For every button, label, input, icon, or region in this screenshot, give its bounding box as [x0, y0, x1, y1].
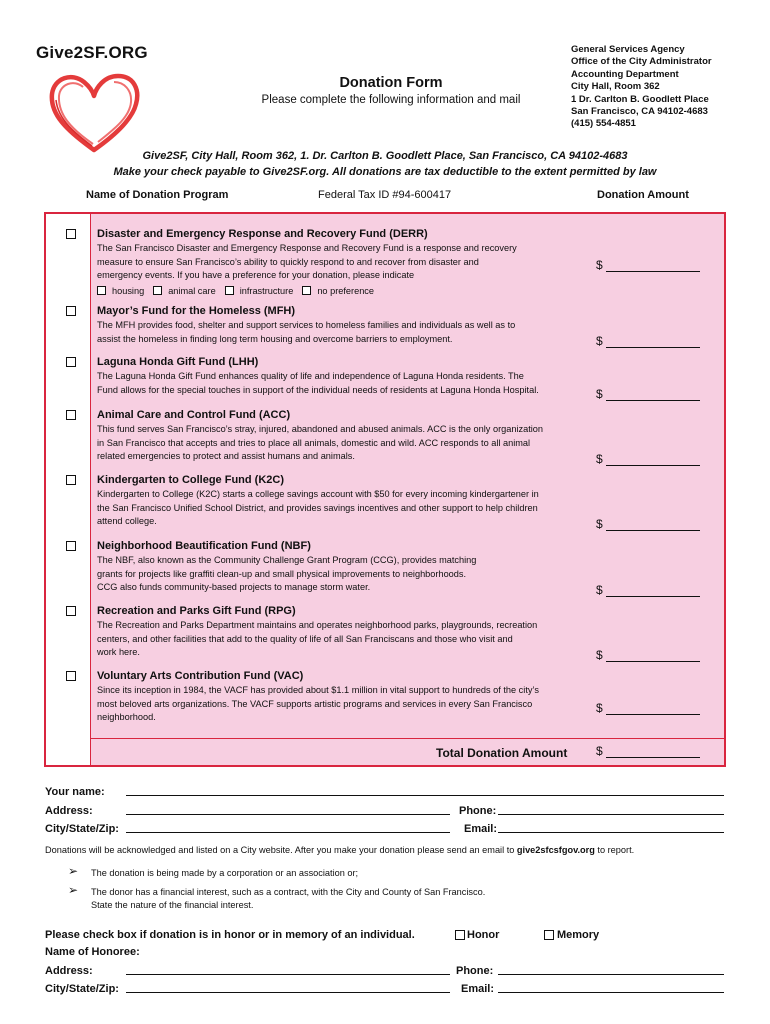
preference-option-label: housing	[112, 286, 145, 296]
fund-description-line: centers, and other facilities that add to the quality of life of all San Franciscans and those who visit and	[97, 633, 513, 644]
memory-checkbox[interactable]	[544, 930, 554, 940]
dollar-sign: $	[596, 648, 603, 662]
fund-description-line: The NBF, also known as the Community Challenge Grant Program (CCG), provides matching	[97, 555, 477, 565]
fund-title: Laguna Honda Gift Fund (LHH)	[97, 356, 259, 368]
honor-checkbox[interactable]	[455, 930, 465, 940]
fund-description-line: CCG also funds community-based projects to manage storm water.	[97, 582, 371, 592]
fund-description-line: related emergencies to protect and assist humans and animals.	[97, 451, 355, 461]
fund-description-line: the San Francisco Unified School District, and provides savings incentives and other support to help children	[97, 502, 538, 513]
fund-description-line: neighborhood.	[97, 712, 156, 722]
acknowledgement-text: Donations will be acknowledged and listed on a City website. After you make your donation please send an email to	[45, 845, 517, 855]
total-label: Total Donation Amount	[436, 746, 568, 760]
fund-checkbox[interactable]	[66, 306, 76, 316]
fund-amount-field[interactable]	[606, 271, 700, 272]
fund-checkbox[interactable]	[66, 475, 76, 485]
address-field[interactable]	[126, 814, 450, 815]
name-label: Your name:	[45, 786, 105, 798]
form-title: Donation Form	[339, 75, 443, 91]
acknowledgement-suffix: to report.	[594, 845, 635, 855]
phone-field[interactable]	[498, 814, 724, 815]
report-email-link[interactable]: give2sfcsfgov.org	[516, 845, 595, 855]
fund-title: Recreation and Parks Gift Fund (RPG)	[97, 605, 296, 617]
honor-label: Honor	[467, 929, 500, 941]
preference-options	[97, 286, 383, 296]
preference-option-label: no preference	[317, 286, 375, 296]
memory-label: Memory	[557, 929, 600, 941]
column-amount-header: Donation Amount	[597, 189, 689, 201]
fund-description-line: This fund serves San Francisco’s stray, injured, abandoned and abused animals. ACC is the only organization	[97, 424, 544, 434]
agency-address-block: General Services Agency Office of the City Administrator Accounting Department City Hall, Room 362 1 Dr. Carlton B. Goodlett Place San Francisco, CA 94102-4683 (415) 554-4851	[571, 44, 712, 130]
honoree-city-state-zip-field[interactable]	[126, 992, 450, 993]
dollar-sign: $	[596, 334, 603, 348]
fund-description-line: Since its inception in 1984, the VACF has provided about $1.1 million in vital support to hundreds of the city’s	[97, 685, 539, 695]
email-label: Email:	[464, 823, 498, 835]
form-subtitle: Please complete the following information and mail	[261, 94, 521, 106]
honoree-name-label: Name of Honoree:	[45, 946, 140, 958]
fund-amount-field[interactable]	[606, 596, 700, 597]
fund-description-line: The Recreation and Parks Department maintains and operates neighborhood parks, playgrounds, recreation	[97, 620, 538, 630]
heart-logo-icon	[46, 70, 142, 154]
preference-option-label: animal care	[168, 286, 216, 296]
preference-checkbox[interactable]	[153, 286, 162, 295]
preference-checkbox[interactable]	[97, 286, 106, 295]
fund-checkbox[interactable]	[66, 541, 76, 551]
fund-description-line: The San Francisco Disaster and Emergency Response and Recovery Fund is a response and recovery	[97, 243, 517, 253]
fund-description-line: in San Francisco that accepts and tries to place all animals, domestic and wild. ACC responds to all animal	[97, 437, 531, 448]
column-program-header: Name of Donation Program	[86, 189, 229, 201]
honoree-address-label: Address:	[45, 965, 93, 977]
fund-title: Voluntary Arts Contribution Fund (VAC)	[97, 670, 304, 682]
fund-description-line: The MFH provides food, shelter and support services to homeless families and individuals as well as to	[97, 320, 516, 330]
honoree-phone-field[interactable]	[498, 974, 724, 975]
fund-checkbox[interactable]	[66, 671, 76, 681]
bullet-corporation: The donation is being made by a corporation or an association or;	[91, 868, 359, 878]
arrow-bullet-icon: ➢	[68, 864, 79, 878]
honoree-email-field[interactable]	[498, 992, 724, 993]
email-field[interactable]	[498, 832, 724, 833]
dollar-sign: $	[596, 387, 603, 401]
dollar-sign: $	[596, 452, 603, 466]
fund-description-line: measure to ensure San Francisco’s ability to quickly respond to and recover from disaster and	[97, 256, 479, 267]
fund-amount-field[interactable]	[606, 714, 700, 715]
city-state-zip-field[interactable]	[126, 832, 450, 833]
preference-checkbox[interactable]	[302, 286, 311, 295]
address-label: Address:	[45, 805, 93, 817]
tax-id: Federal Tax ID #94-600417	[318, 189, 452, 201]
fund-description-line: The Laguna Honda Gift Fund enhances quality of life and independence of Laguna Honda residents. The	[97, 371, 524, 381]
fund-description-line: Kindergarten to College (K2C) starts a college savings account with $50 for every incoming kindergartener in	[97, 489, 539, 499]
fund-checkbox[interactable]	[66, 606, 76, 616]
fund-description-line: most beloved arts organizations. The VACF supports artistic programs and services in every San Francisco	[97, 698, 533, 709]
name-field[interactable]	[126, 795, 724, 796]
honoree-city-state-zip-label: City/State/Zip:	[45, 983, 119, 995]
total-dollar-sign: $	[596, 744, 603, 758]
fund-amount-field[interactable]	[606, 465, 700, 466]
fund-description-line: assist the homeless in finding long term housing and overcome barriers to employment.	[97, 333, 453, 344]
bullet-financial-interest-detail: State the nature of the financial interest.	[91, 900, 254, 910]
logo-text: Give2SF.ORG	[36, 43, 148, 62]
fund-description-line: grants for projects like graffiti clean-up and small physical improvements to neighborhoods.	[97, 568, 467, 579]
payable-note: Make your check payable to Give2SF.org. All donations are tax deductible to the extent permitted by law	[113, 166, 657, 178]
fund-checkbox[interactable]	[66, 229, 76, 239]
bullet-financial-interest: The donor has a financial interest, such as a contract, with the City and County of San Francisco.	[91, 887, 486, 897]
checkbox-column	[44, 212, 91, 767]
dollar-sign: $	[596, 583, 603, 597]
fund-title: Neighborhood Beautification Fund (NBF)	[97, 540, 311, 552]
fund-amount-field[interactable]	[606, 400, 700, 401]
honoree-phone-label: Phone:	[456, 965, 494, 977]
total-divider	[90, 738, 726, 739]
acknowledgement-note	[45, 845, 634, 855]
fund-amount-field[interactable]	[606, 347, 700, 348]
honor-prompt: Please check box if donation is in honor or in memory of an individual.	[45, 929, 415, 941]
fund-checkbox[interactable]	[66, 410, 76, 420]
fund-description-line: emergency events. If you have a preference for your donation, please indicate	[97, 270, 415, 280]
preference-checkbox[interactable]	[225, 286, 234, 295]
total-amount-field[interactable]	[606, 757, 700, 758]
fund-description-line: attend college.	[97, 516, 157, 526]
preference-option-label: infrastructure	[239, 286, 294, 296]
fund-description-line: Fund allows for the special touches in support of the individual needs of residents at Laguna Honda Hospital.	[97, 384, 539, 395]
fund-title: Kindergarten to College Fund (K2C)	[97, 474, 284, 486]
fund-amount-field[interactable]	[606, 530, 700, 531]
dollar-sign: $	[596, 701, 603, 715]
honoree-email-label: Email:	[461, 983, 495, 995]
fund-amount-field[interactable]	[606, 661, 700, 662]
mailing-address: Give2SF, City Hall, Room 362, 1. Dr. Carlton B. Goodlett Place, San Francisco, CA 94102-4683	[142, 150, 628, 162]
fund-title: Mayor’s Fund for the Homeless (MFH)	[97, 305, 296, 317]
phone-label: Phone:	[459, 805, 497, 817]
dollar-sign: $	[596, 258, 603, 272]
arrow-bullet-icon: ➢	[68, 883, 79, 897]
fund-title: Animal Care and Control Fund (ACC)	[97, 409, 291, 421]
fund-checkbox[interactable]	[66, 357, 76, 367]
fund-title: Disaster and Emergency Response and Recovery Fund (DERR)	[97, 228, 428, 240]
fund-description-line: work here.	[97, 647, 140, 657]
dollar-sign: $	[596, 517, 603, 531]
city-state-zip-label: City/State/Zip:	[45, 823, 119, 835]
honoree-address-field[interactable]	[126, 974, 450, 975]
